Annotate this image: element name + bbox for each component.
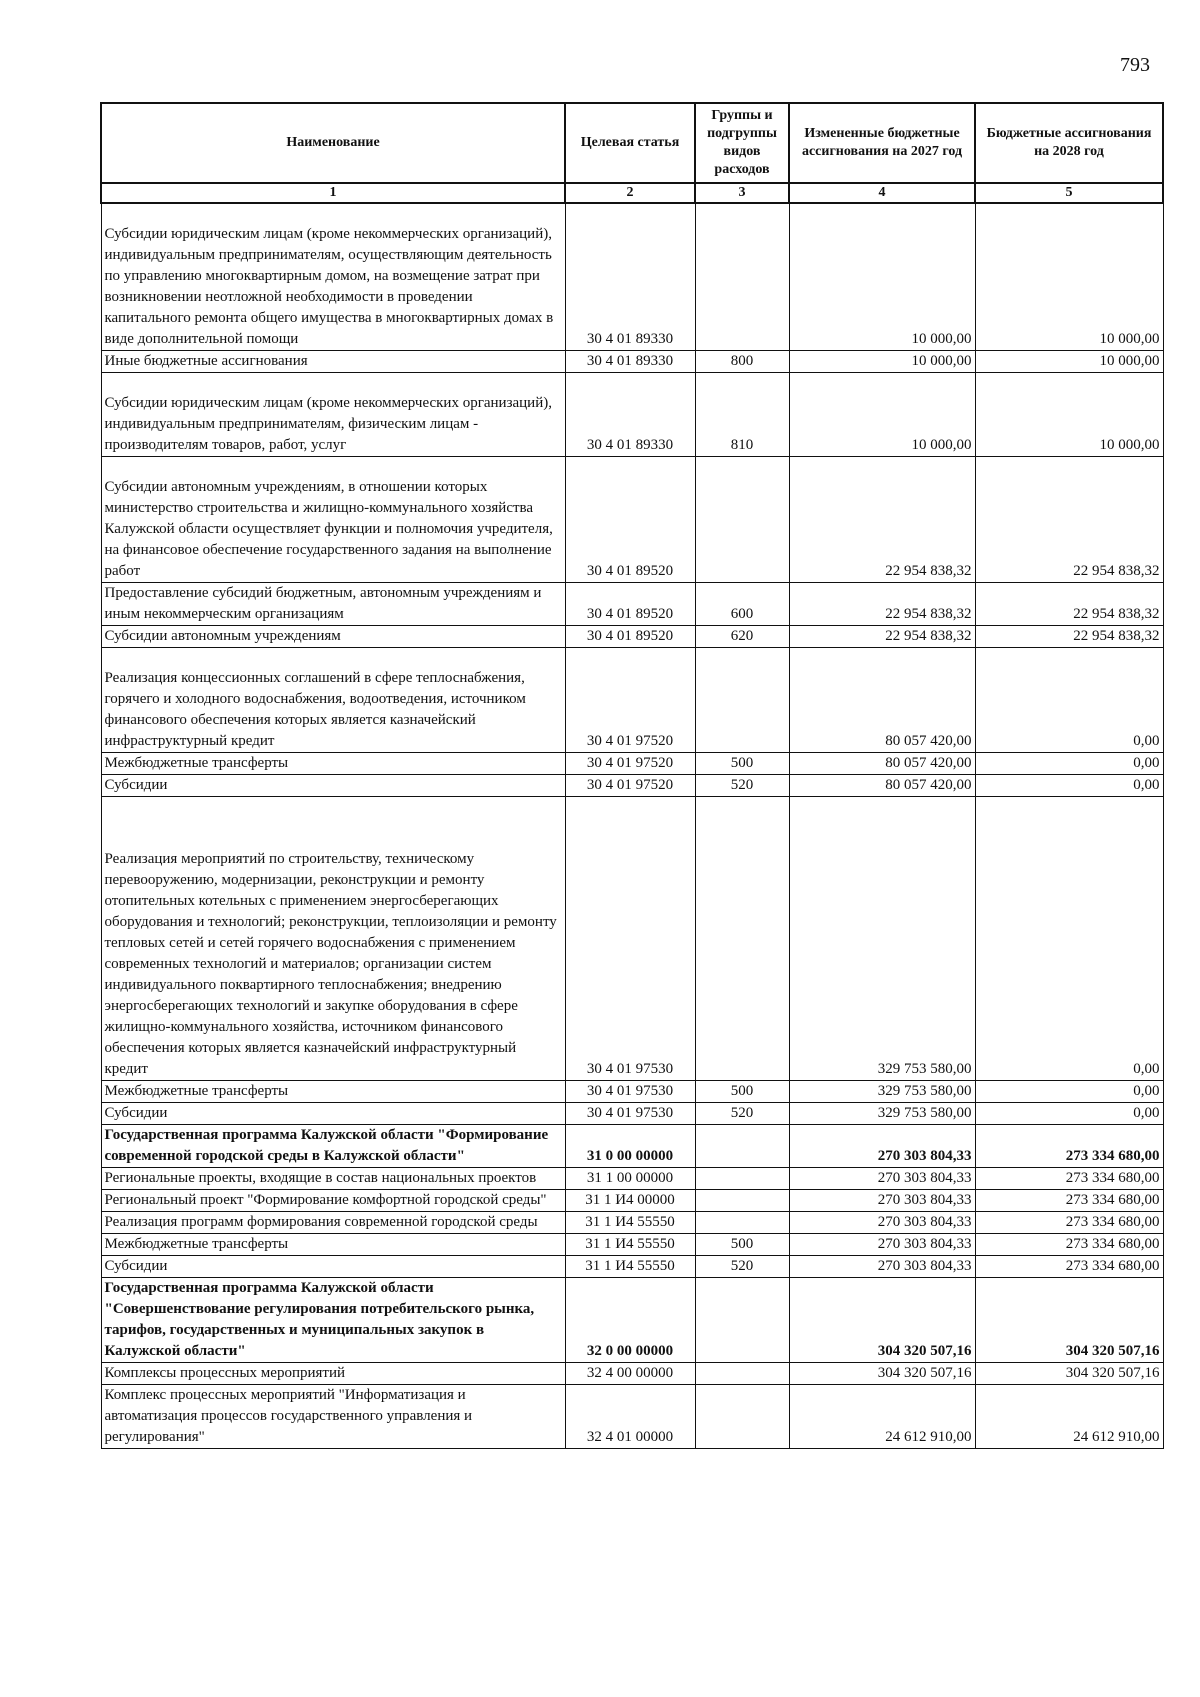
row-amount-2028 xyxy=(975,1363,1163,1385)
table-row xyxy=(101,797,1163,1081)
row-name xyxy=(101,373,565,457)
row-name-text: Межбюджетные трансферты xyxy=(104,1236,289,1253)
table-row xyxy=(101,1125,1163,1168)
row-amount-2027 xyxy=(789,457,975,583)
row-amount-2028-text: 304 320 507,16 xyxy=(1065,1365,1160,1382)
row-target-article xyxy=(565,583,695,626)
row-expense-group xyxy=(695,1103,789,1125)
row-name-text: Реализация концессионных соглашений в сфере теплоснабжения, горячего и холодного водоснабжения, водоотведения, источником финансового обеспечения которых является казначейский инфраструктурный кредит xyxy=(104,670,526,750)
row-amount-2027-text: 24 612 910,00 xyxy=(885,1429,972,1446)
row-target-article xyxy=(565,1212,695,1234)
row-target-article xyxy=(565,457,695,583)
row-amount-2027 xyxy=(789,648,975,753)
header-number-4: 4 xyxy=(789,183,975,203)
row-target-article-text: 30 4 01 97530 xyxy=(586,1061,674,1078)
row-expense-group xyxy=(695,626,789,648)
row-amount-2027-text: 10 000,00 xyxy=(911,353,972,370)
row-amount-2028-text: 273 334 680,00 xyxy=(1065,1214,1160,1231)
row-target-article xyxy=(565,1385,695,1449)
row-name xyxy=(101,203,565,351)
row-amount-2028 xyxy=(975,753,1163,775)
row-amount-2027 xyxy=(789,753,975,775)
row-amount-2027-text: 10 000,00 xyxy=(911,437,972,454)
row-name xyxy=(101,1190,565,1212)
header-expense-groups: Группы и подгруппы видов расходов xyxy=(695,103,789,183)
table-row xyxy=(101,1256,1163,1278)
row-amount-2028-text: 10 000,00 xyxy=(1099,437,1160,454)
row-target-article xyxy=(565,1168,695,1190)
row-spacer xyxy=(105,648,562,668)
row-expense-group xyxy=(695,797,789,1081)
table-row xyxy=(101,775,1163,797)
row-expense-group-text: 500 xyxy=(730,755,754,772)
row-amount-2027 xyxy=(789,1081,975,1103)
row-name-text: Субсидии xyxy=(104,777,168,794)
row-expense-group-text: 810 xyxy=(730,437,754,454)
row-target-article-text: 32 4 00 00000 xyxy=(586,1365,674,1382)
header-number-2: 2 xyxy=(565,183,695,203)
table-row xyxy=(101,1081,1163,1103)
row-amount-2027-text: 270 303 804,33 xyxy=(877,1236,972,1253)
row-amount-2027 xyxy=(789,775,975,797)
header-changed-2027: Измененные бюджетные ассигнования на 2027 год xyxy=(789,103,975,183)
row-name xyxy=(101,1212,565,1234)
row-amount-2028 xyxy=(975,1234,1163,1256)
row-expense-group xyxy=(695,1081,789,1103)
row-amount-2028-text: 10 000,00 xyxy=(1099,331,1160,348)
row-amount-2027 xyxy=(789,1103,975,1125)
row-target-article-text: 30 4 01 89520 xyxy=(586,606,674,623)
row-amount-2027-text: 22 954 838,32 xyxy=(885,563,972,580)
row-target-article xyxy=(565,1125,695,1168)
row-name-text: Комплексы процессных мероприятий xyxy=(104,1365,346,1382)
row-name-text: Предоставление субсидий бюджетным, автономным учреждениям и иным некоммерческим организациям xyxy=(104,585,542,623)
row-expense-group-text: 500 xyxy=(730,1236,754,1253)
row-amount-2027 xyxy=(789,1212,975,1234)
row-target-article-text: 30 4 01 89520 xyxy=(586,628,674,645)
row-expense-group xyxy=(695,775,789,797)
table-row xyxy=(101,457,1163,583)
row-target-article-text: 32 0 00 00000 xyxy=(586,1343,674,1360)
row-amount-2028 xyxy=(975,775,1163,797)
row-amount-2028-text: 22 954 838,32 xyxy=(1073,606,1160,623)
row-amount-2028 xyxy=(975,1081,1163,1103)
row-target-article-text: 31 1 И4 00000 xyxy=(585,1192,675,1209)
table-row xyxy=(101,626,1163,648)
row-target-article-text: 30 4 01 89330 xyxy=(586,353,674,370)
header-number-3: 3 xyxy=(695,183,789,203)
row-target-article-text: 30 4 01 89330 xyxy=(586,437,674,454)
row-expense-group-text: 520 xyxy=(730,1258,754,1275)
row-amount-2028 xyxy=(975,373,1163,457)
row-name-text: Иные бюджетные ассигнования xyxy=(104,353,308,370)
row-amount-2028-text: 273 334 680,00 xyxy=(1065,1258,1160,1275)
table-row xyxy=(101,1103,1163,1125)
row-target-article-text: 30 4 01 97520 xyxy=(586,755,674,772)
row-name xyxy=(101,797,565,1081)
row-amount-2027 xyxy=(789,203,975,351)
row-amount-2028-text: 0,00 xyxy=(1133,1061,1160,1078)
budget-table xyxy=(100,102,1164,1449)
row-target-article-text: 31 1 И4 55550 xyxy=(585,1236,675,1253)
page-number: 793 xyxy=(1120,54,1150,76)
header-name: Наименование xyxy=(101,103,565,183)
row-name xyxy=(101,775,565,797)
row-target-article xyxy=(565,648,695,753)
table-row xyxy=(101,648,1163,753)
row-target-article xyxy=(565,373,695,457)
row-target-article xyxy=(565,351,695,373)
row-target-article xyxy=(565,1103,695,1125)
row-name-text: Субсидии автономным учреждениям, в отношении которых министерство строительства и жилищно-коммунального хозяйства Калужской области осуществляет функции и полномочия учредителя, на финансовое обеспечение государственного задания на выполнение работ xyxy=(104,479,553,580)
row-expense-group xyxy=(695,1363,789,1385)
row-expense-group-text: 600 xyxy=(730,606,754,623)
row-amount-2028-text: 0,00 xyxy=(1133,755,1160,772)
row-amount-2028-text: 22 954 838,32 xyxy=(1073,563,1160,580)
row-amount-2028-text: 273 334 680,00 xyxy=(1065,1192,1160,1209)
row-amount-2027-text: 22 954 838,32 xyxy=(885,628,972,645)
row-name-text: Региональные проекты, входящие в состав национальных проектов xyxy=(104,1170,537,1187)
header-number-1: 1 xyxy=(101,183,565,203)
row-target-article-text: 31 1 И4 55550 xyxy=(585,1214,675,1231)
row-expense-group xyxy=(695,203,789,351)
row-name-text: Субсидии юридическим лицам (кроме некоммерческих организаций), индивидуальным предпринимателям, осуществляющим деятельность по управлению многоквартирным домом, на возмещение затрат при возникновении неотложной необходимости в проведении капитального ремонта общего имущества в многоквартирных домах в виде дополнительной помощи xyxy=(104,226,554,348)
row-amount-2028-text: 0,00 xyxy=(1133,1083,1160,1100)
row-name xyxy=(101,1363,565,1385)
row-expense-group xyxy=(695,1234,789,1256)
row-amount-2027 xyxy=(789,583,975,626)
row-name xyxy=(101,351,565,373)
row-target-article xyxy=(565,203,695,351)
row-amount-2027-text: 270 303 804,33 xyxy=(877,1258,972,1275)
row-expense-group-text: 620 xyxy=(730,628,754,645)
header-target-article: Целевая статья xyxy=(565,103,695,183)
row-expense-group xyxy=(695,1190,789,1212)
row-expense-group xyxy=(695,583,789,626)
row-target-article-text: 32 4 01 00000 xyxy=(586,1429,674,1446)
row-amount-2027 xyxy=(789,1385,975,1449)
row-name xyxy=(101,648,565,753)
row-target-article xyxy=(565,1234,695,1256)
table-row xyxy=(101,1234,1163,1256)
row-target-article xyxy=(565,753,695,775)
row-name-text: Комплекс процессных мероприятий "Информатизация и автоматизация процессов государственного управления и регулирования" xyxy=(104,1387,473,1446)
row-name xyxy=(101,583,565,626)
row-target-article xyxy=(565,626,695,648)
row-amount-2028 xyxy=(975,626,1163,648)
table-row xyxy=(101,203,1163,351)
header-assignments-2028: Бюджетные ассигнования на 2028 год xyxy=(975,103,1163,183)
row-name xyxy=(101,457,565,583)
row-amount-2027 xyxy=(789,1125,975,1168)
row-target-article-text: 31 0 00 00000 xyxy=(586,1148,674,1165)
row-amount-2028 xyxy=(975,457,1163,583)
row-expense-group xyxy=(695,753,789,775)
table-row xyxy=(101,1168,1163,1190)
row-expense-group xyxy=(695,648,789,753)
row-amount-2028-text: 273 334 680,00 xyxy=(1065,1236,1160,1253)
row-amount-2028-text: 304 320 507,16 xyxy=(1065,1343,1160,1360)
row-target-article xyxy=(565,797,695,1081)
row-amount-2027-text: 10 000,00 xyxy=(911,331,972,348)
row-amount-2027 xyxy=(789,1278,975,1363)
row-amount-2027-text: 270 303 804,33 xyxy=(877,1170,972,1187)
row-amount-2028-text: 24 612 910,00 xyxy=(1073,1429,1160,1446)
row-target-article-text: 30 4 01 89520 xyxy=(586,563,674,580)
row-expense-group xyxy=(695,351,789,373)
row-name xyxy=(101,1256,565,1278)
row-amount-2027-text: 304 320 507,16 xyxy=(877,1343,972,1360)
row-name xyxy=(101,1125,565,1168)
row-name xyxy=(101,1103,565,1125)
row-name xyxy=(101,1168,565,1190)
row-target-article xyxy=(565,1190,695,1212)
row-amount-2027-text: 270 303 804,33 xyxy=(877,1214,972,1231)
row-amount-2028-text: 22 954 838,32 xyxy=(1073,628,1160,645)
row-amount-2028-text: 0,00 xyxy=(1133,1105,1160,1122)
row-amount-2028 xyxy=(975,1125,1163,1168)
row-target-article-text: 30 4 01 97530 xyxy=(586,1083,674,1100)
row-amount-2028 xyxy=(975,648,1163,753)
row-name-text: Региональный проект "Формирование комфортной городской среды" xyxy=(104,1192,547,1209)
row-name-text: Субсидии xyxy=(104,1105,168,1122)
row-name-text: Реализация мероприятий по строительству, техническому перевооружению, модернизации, реконструкции и ремонту отопительных котельных с применением энергосберегающих оборудования и технологий; реконструкции, теплоизоляции и ремонту тепловых сетей и сетей горячего водоснабжения с применением современных технологий и материалов; организации систем индивидуального поквартирного теплоснабжения; внедрению энергосберегающих технологий и закупке оборудования в сфере жилищно-коммунального хозяйства, источником финансового обеспечения которых является казначейский инфраструктурный кредит xyxy=(104,851,557,1078)
row-target-article-text: 31 1 И4 55550 xyxy=(585,1258,675,1275)
row-amount-2028-text: 0,00 xyxy=(1133,777,1160,794)
row-amount-2028 xyxy=(975,203,1163,351)
row-amount-2028-text: 273 334 680,00 xyxy=(1065,1148,1160,1165)
row-name xyxy=(101,1278,565,1363)
table-row xyxy=(101,1278,1163,1363)
row-target-article xyxy=(565,1278,695,1363)
row-name-text: Реализация программ формирования современной городской среды xyxy=(104,1214,538,1231)
row-amount-2027-text: 329 753 580,00 xyxy=(877,1061,972,1078)
row-amount-2028-text: 273 334 680,00 xyxy=(1065,1170,1160,1187)
row-amount-2027 xyxy=(789,373,975,457)
row-target-article xyxy=(565,1256,695,1278)
row-spacer xyxy=(105,797,562,849)
row-expense-group xyxy=(695,1125,789,1168)
row-target-article xyxy=(565,1081,695,1103)
row-amount-2027 xyxy=(789,626,975,648)
row-target-article xyxy=(565,775,695,797)
row-target-article xyxy=(565,1363,695,1385)
row-amount-2028 xyxy=(975,1103,1163,1125)
row-spacer xyxy=(105,373,562,393)
row-amount-2028 xyxy=(975,1278,1163,1363)
row-spacer xyxy=(105,204,562,224)
row-target-article-text: 30 4 01 97530 xyxy=(586,1105,674,1122)
row-amount-2028 xyxy=(975,1190,1163,1212)
row-target-article-text: 30 4 01 89330 xyxy=(586,331,674,348)
row-name-text: Межбюджетные трансферты xyxy=(104,1083,289,1100)
row-amount-2027 xyxy=(789,351,975,373)
row-name-text: Государственная программа Калужской области "Совершенствование регулирования потребительского рынка, тарифов, государственных и муниципальных закупок в Калужской области" xyxy=(104,1280,535,1360)
row-name xyxy=(101,1081,565,1103)
row-name xyxy=(101,626,565,648)
table-row xyxy=(101,351,1163,373)
row-amount-2027 xyxy=(789,1363,975,1385)
table-row xyxy=(101,1385,1163,1449)
row-target-article-text: 30 4 01 97520 xyxy=(586,777,674,794)
table-row xyxy=(101,583,1163,626)
row-name-text: Субсидии автономным учреждениям xyxy=(104,628,341,645)
row-name-text: Межбюджетные трансферты xyxy=(104,755,289,772)
row-expense-group-text: 520 xyxy=(730,777,754,794)
row-name xyxy=(101,1234,565,1256)
row-expense-group xyxy=(695,1168,789,1190)
row-target-article-text: 31 1 00 00000 xyxy=(586,1170,674,1187)
row-amount-2028-text: 10 000,00 xyxy=(1099,353,1160,370)
table-row xyxy=(101,1363,1163,1385)
row-amount-2028 xyxy=(975,351,1163,373)
row-amount-2028 xyxy=(975,1385,1163,1449)
row-amount-2027-text: 329 753 580,00 xyxy=(877,1105,972,1122)
row-expense-group xyxy=(695,373,789,457)
row-expense-group-text: 800 xyxy=(730,353,754,370)
row-amount-2028 xyxy=(975,583,1163,626)
row-amount-2028 xyxy=(975,1212,1163,1234)
row-amount-2027-text: 22 954 838,32 xyxy=(885,606,972,623)
row-amount-2027-text: 329 753 580,00 xyxy=(877,1083,972,1100)
row-expense-group xyxy=(695,457,789,583)
table-row xyxy=(101,1190,1163,1212)
header-number-5: 5 xyxy=(975,183,1163,203)
row-amount-2028 xyxy=(975,797,1163,1081)
row-amount-2028-text: 0,00 xyxy=(1133,733,1160,750)
row-amount-2027 xyxy=(789,1256,975,1278)
row-amount-2027-text: 304 320 507,16 xyxy=(877,1365,972,1382)
row-target-article-text: 30 4 01 97520 xyxy=(586,733,674,750)
row-amount-2027 xyxy=(789,1190,975,1212)
row-expense-group xyxy=(695,1256,789,1278)
row-name-text: Субсидии юридическим лицам (кроме некоммерческих организаций), индивидуальным предпринимателям, физическим лицам - производителям товаров, работ, услуг xyxy=(104,395,552,454)
row-amount-2028 xyxy=(975,1168,1163,1190)
row-amount-2027 xyxy=(789,1234,975,1256)
row-amount-2027 xyxy=(789,797,975,1081)
row-expense-group xyxy=(695,1385,789,1449)
row-expense-group xyxy=(695,1212,789,1234)
row-name xyxy=(101,753,565,775)
row-expense-group-text: 520 xyxy=(730,1105,754,1122)
table-row xyxy=(101,373,1163,457)
row-amount-2027 xyxy=(789,1168,975,1190)
row-amount-2027-text: 80 057 420,00 xyxy=(885,733,972,750)
row-amount-2027-text: 270 303 804,33 xyxy=(877,1148,972,1165)
row-spacer xyxy=(105,457,562,477)
table-row xyxy=(101,753,1163,775)
row-amount-2027-text: 270 303 804,33 xyxy=(877,1192,972,1209)
row-name xyxy=(101,1385,565,1449)
row-name-text: Государственная программа Калужской области "Формирование современной городской среды в Калужской области" xyxy=(104,1127,549,1165)
row-expense-group xyxy=(695,1278,789,1363)
row-amount-2028 xyxy=(975,1256,1163,1278)
row-name-text: Субсидии xyxy=(104,1258,168,1275)
table-row xyxy=(101,1212,1163,1234)
row-amount-2027-text: 80 057 420,00 xyxy=(885,755,972,772)
row-amount-2027-text: 80 057 420,00 xyxy=(885,777,972,794)
row-expense-group-text: 500 xyxy=(730,1083,754,1100)
